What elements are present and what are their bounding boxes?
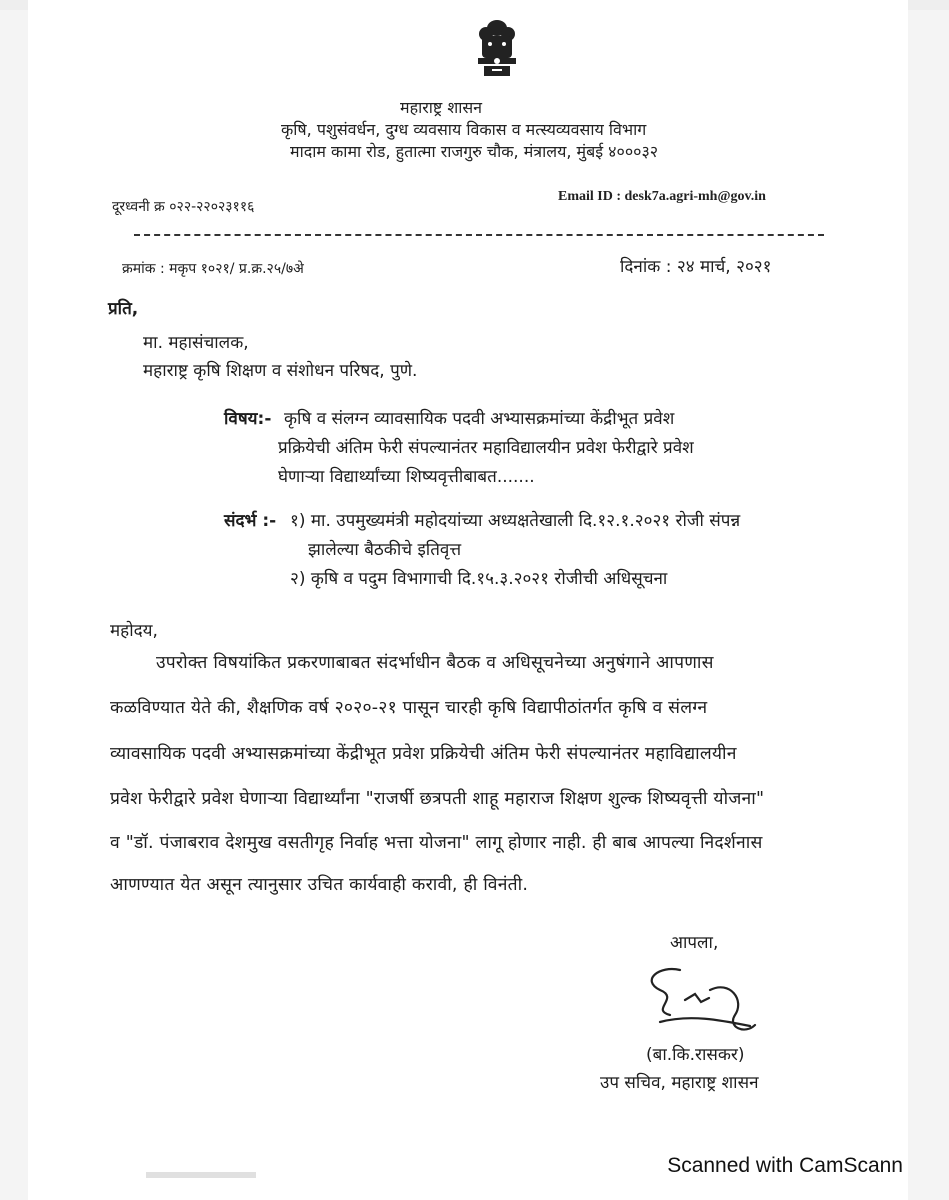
subject-label: विषय:- — [224, 409, 272, 429]
emblem-icon — [468, 14, 526, 84]
phone-number: दूरध्वनी क्र ०२२-२२०२३११६ — [112, 199, 255, 215]
salutation: महोदय, — [110, 621, 158, 641]
body-line-3: व्यावसायिक पदवी अभ्यासक्रमांच्या केंद्रीभूत प्रवेश प्रक्रियेची अंतिम फेरी संपल्यानंतर महाविद्यालयीन — [110, 744, 737, 764]
letter-date: दिनांक : २४ मार्च, २०२१ — [620, 257, 772, 277]
body-line-6: आणण्यात येत असून त्यानुसार उचित कार्यवाही करावी, ही विनंती. — [110, 875, 529, 895]
page-footer-smudge — [146, 1172, 256, 1178]
body-line-5: व "डॉ. पंजाबराव देशमुख वसतीगृह निर्वाह भत्ता योजना" लागू होणार नाही. ही बाब आपल्या निदर्शनास — [110, 833, 763, 853]
recipient-office: महाराष्ट्र कृषि शिक्षण व संशोधन परिषद, पुणे. — [143, 361, 418, 381]
signatory-designation: उप सचिव, महाराष्ट्र शासन — [600, 1073, 759, 1093]
body-line-4: प्रवेश फेरीद्वारे प्रवेश घेणाऱ्या विद्यार्थ्यांना "राजर्षी छत्रपती शाहू महाराज शिक्षण शुल्क शिष्यवृत्ती योजना" — [110, 789, 765, 809]
reference-label: संदर्भ :- — [224, 511, 277, 531]
subject-line-1: कृषि व संलग्न व्यावसायिक पदवी अभ्यासक्रमांच्या केंद्रीभूत प्रवेश — [284, 409, 675, 429]
camscanner-watermark: Scanned with CamScann — [663, 1152, 907, 1180]
subject-line-3: घेणाऱ्या विद्यार्थ्यांच्या शिष्यवृत्तीबाबत....... — [278, 467, 535, 487]
signatory-name: (बा.कि.रासकर) — [646, 1045, 745, 1065]
letter-page — [28, 0, 908, 1200]
closing: आपला, — [670, 933, 719, 953]
header-divider — [134, 234, 824, 236]
department-name: कृषि, पशुसंवर्धन, दुग्ध व्यवसाय विकास व मत्स्यव्यवसाय विभाग — [281, 120, 647, 139]
email-id: Email ID : desk7a.agri-mh@gov.in — [558, 189, 766, 204]
org-name: महाराष्ट्र शासन — [400, 98, 483, 117]
reference-item-1: १) मा. उपमुख्यमंत्री महोदयांच्या अध्यक्षतेखाली दि.१२.१.२०२१ रोजी संपन्न — [290, 511, 741, 531]
recipient-title: मा. महासंचालक, — [143, 333, 249, 353]
signature-icon — [640, 960, 760, 1040]
reference-number: क्रमांक : मकृप १०२१/ प्र.क्र.२५/७अे — [122, 261, 304, 277]
reference-item-2: २) कृषि व पदुम विभागाची दि.१५.३.२०२१ रोजीची अधिसूचना — [290, 569, 668, 589]
recipient-prati: प्रति, — [108, 299, 139, 319]
body-line-2: कळविण्यात येते की, शैक्षणिक वर्ष २०२०-२१ पासून चारही कृषि विद्यापीठांतर्गत कृषि व संलग्न — [110, 698, 708, 718]
reference-item-1-cont: झालेल्या बैठकीचे इतिवृत्त — [308, 540, 462, 560]
department-address: मादाम कामा रोड, हुतात्मा राजगुरु चौक, मंत्रालय, मुंबई ४०००३२ — [290, 142, 659, 161]
subject-line-2: प्रक्रियेची अंतिम फेरी संपल्यानंतर महाविद्यालयीन प्रवेश फेरीद्वारे प्रवेश — [278, 438, 694, 458]
body-line-1: उपरोक्त विषयांकित प्रकरणाबाबत संदर्भाधीन बैठक व अधिसूचनेच्या अनुषंगाने आपणास — [156, 653, 714, 673]
